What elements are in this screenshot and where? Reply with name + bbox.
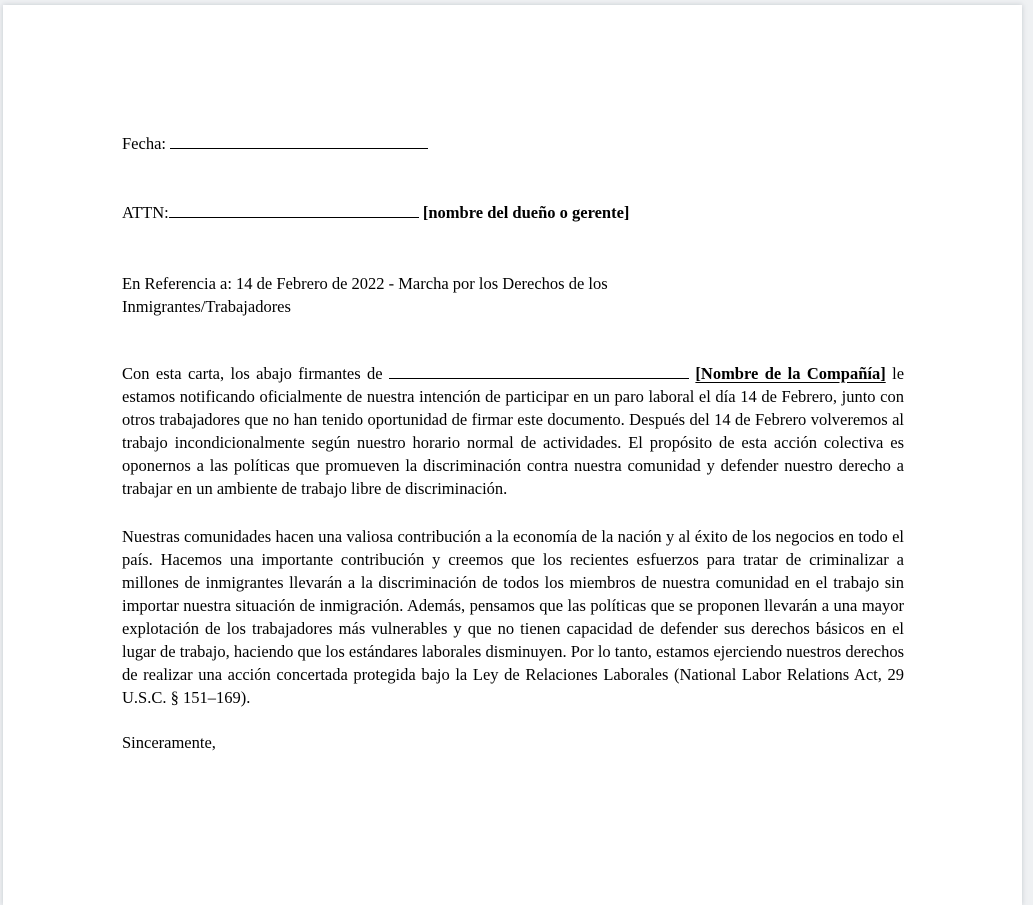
paragraph2-text: Nuestras comunidades hacen una valiosa contribución a la economía de la nación y al éxito de los negocios en todo el país. Hacemos una importante contribución y creemos que los recientes esfuerzos para tratar de criminalizar a millones de inmigrantes llevarán a la discriminación de todos los miembros de nuestra comunidad en el trabajo sin importar nuestra situación de inmigración. Además, pensamos que las políticas que se proponen llevarán a una mayor explotación de los trabajadores más vulnerables y que no tienen capacidad de defender sus derechos básicos en el lugar de trabajo, haciendo que los estándares laborales disminuyen. Por lo tanto, estamos ejerciendo nuestros derechos de realizar una acción concertada protegida bajo la Ley de Relaciones Laborales (National Labor Relations Act, 29 U.S.C. § 151–169).	[122, 527, 904, 707]
closing-text: Sinceramente,	[122, 733, 216, 752]
reference-line-1: En Referencia a: 14 de Febrero de 2022 - Marcha por los Derechos de los	[122, 274, 608, 293]
reference-line-2: Inmigrantes/Trabajadores	[122, 297, 291, 316]
body-paragraph-1	[122, 362, 904, 500]
paragraph1-text-end: le estamos notificando oficialmente de nuestra intención de participar en un paro laboral el día 14 de Febrero, junto con otros trabajadores que no han tenido oportunidad de firmar este documento. Después del 14 de Febrero volveremos al trabajo incondicionalmente según nuestro horario normal de actividades. El propósito de esta acción colectiva es oponernos a las políticas que promueven la discriminación contra nuestra comunidad y defender nuestro derecho a trabajar en un ambiente de trabajo libre de discriminación.	[122, 364, 905, 498]
reference-paragraph	[122, 272, 904, 318]
document-page	[3, 5, 1022, 905]
attn-label: ATTN:	[122, 203, 169, 222]
letter-content	[3, 5, 1022, 754]
company-blank-line	[389, 364, 689, 379]
company-placeholder: [Nombre de la Compañía]	[695, 364, 886, 383]
body-paragraph-2	[122, 525, 904, 709]
attn-line	[122, 201, 904, 224]
closing-line	[122, 731, 904, 754]
attn-note: [nombre del dueño o gerente]	[422, 203, 630, 222]
attn-blank-line	[169, 203, 419, 218]
date-label: Fecha:	[122, 134, 166, 153]
paragraph1-text-start: Con esta carta, los abajo firmantes de	[122, 364, 383, 383]
date-line	[122, 132, 904, 155]
date-blank-line	[170, 134, 428, 149]
